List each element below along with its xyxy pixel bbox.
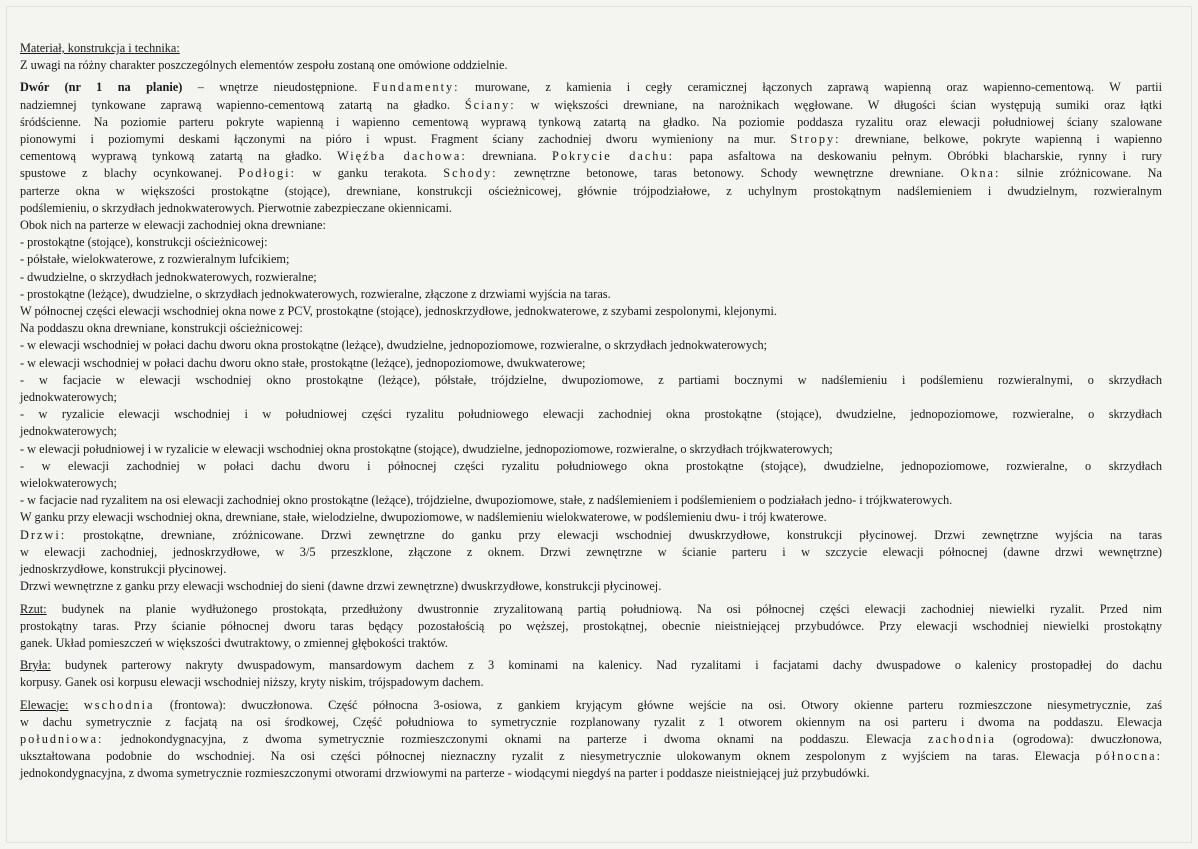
list-item: - prostokątne (stojące), konstrukcji ościeżnicowej: [20, 235, 268, 250]
term-wschodnia: wschodnia [83, 697, 155, 712]
text-run: (ogrodowa): dwuczłonowa, [995, 731, 1162, 746]
text-run: ukształtowana podobnie do wschodniej. Na osi części północnej nieznaczny ryzalit z niesymetrycznie ulokowanym oknem zespolonym z wyjściem na taras. Elewacja [20, 749, 1096, 764]
paragraph-line: parterze okna w większości prostokątne (stojące), drewniane, konstrukcji ościeżnicowej, głównie trójpodziałowe, z uchylnym prostokątnym nadślemieniem i dwudzielnym, rozwieralnym [20, 183, 1162, 198]
text-run: drewniana. [466, 149, 553, 164]
term-poludniowa: południowa: [20, 731, 104, 746]
paragraph-line: śródścienne. Na poziomie parteru pokryte wapienną i wapienno cementową wyprawą tynkową zatartą na gładko. Na poziomie poddasza ryzalitu oraz elewacji południowej ściany szalowane [20, 114, 1162, 129]
paragraph-line [20, 731, 1162, 748]
term-fundamenty: Fundamenty: [372, 80, 460, 95]
term-zachodnia: zachodnia [928, 731, 996, 746]
term-pokrycie: Pokrycie dachu: [552, 149, 674, 164]
list-item: - w facjacie w elewacji wschodniej okno prostokątne (leżące), półstałe, trójdzielne, dwupoziomowe, z partiami bocznymi w nadślemieniu i podślemienu rozwieralnymi, o skrzydłach [20, 372, 1162, 387]
text-run: zewnętrzne betonowe, taras betonowy. Schody wewnętrzne drewniane. [497, 166, 961, 181]
text-run: w ganku terakota. [296, 166, 444, 181]
list-item: - w elewacji wschodniej w połaci dachu dworu okno stałe, prostokątne (leżące), jednopoziomowe, dwukwaterowe; [20, 355, 586, 370]
paragraph-line: w dachu symetrycznie z facjatą na osi środkowej, Część południowa to symetrycznie rozplanowany ryzalit z 1 otworem okiennym na osi parteru i dwoma na poddaszu. Elewacja [20, 714, 1162, 729]
term-wiezba: Więźba dachowa: [337, 149, 467, 164]
text-run: – wnętrze nieudostępnione. [182, 80, 373, 95]
term-polnocna: północna: [1095, 749, 1162, 764]
term-sciany: Ściany: [464, 97, 516, 112]
paragraph-line: W ganku przy elewacji wschodniej okna, drewniane, stałe, wielodzielne, dwupoziomowe, w nadślemieniu wielokwaterowe, w podślemieniu dwu- i trój kwaterowe. [20, 510, 827, 525]
text-run: nadziemnej tynkowane zaprawą wapienno-cementową zatartą na gładko. [20, 97, 465, 112]
document-page [20, 40, 1162, 783]
list-item-cont: wielokwaterowych; [20, 476, 117, 491]
paragraph-line: Na poddaszu okna drewniane, konstrukcji ościeżnicowej: [20, 321, 303, 336]
paragraph-line: podślemieniu, o skrzydłach jednokwaterowych. Pierwotnie zabezpieczane okiennicami. [20, 200, 452, 215]
paragraph-line: W północnej części elewacji wschodniej okna nowe z PCV, prostokątne (stojące), jednoskrzydłowe, jednokwaterowe, z szybami zespolonymi, klejonymi. [20, 304, 777, 319]
term-schody: Schody: [443, 166, 498, 181]
text-run: cementową wyprawą tynkową zatartą na gładko. [20, 149, 338, 164]
paragraph-line: w elewacji zachodniej, jednoskrzydłowe, w 3/5 przeszklone, złączone z oknem. Drzwi zewnętrzne w ścianie parteru i w szczycie elewacji północnej (dawne drzwi wewnętrzne) [20, 544, 1162, 559]
paragraph-line: korpusy. Ganek osi korpusu elewacji wschodniej niższy, kryty niskim, trójspadowym dachem. [20, 675, 484, 690]
term-drzwi: Drzwi: [20, 527, 67, 542]
paragraph-line [20, 97, 1162, 114]
paragraph-line: jednokondygnacyjna, z dwoma symetrycznie rozmieszczonymi otworami drzwiowymi na parterze - wiodącymi niegdyś na parter i poddasze nieistniejącej już przybudówki. [20, 766, 870, 781]
bryla-heading: Bryła: [20, 658, 51, 673]
paragraph-line [20, 601, 1162, 618]
list-item: - półstałe, wielokwaterowe, z rozwieralnym lufcikiem; [20, 252, 290, 267]
term-stropy: Stropy: [790, 132, 841, 147]
dwor-label: Dwór (nr 1 na planie) [20, 80, 183, 95]
list-item: - dwudzielne, o skrzydłach jednokwaterowych, rozwieralne; [20, 269, 317, 284]
text-run: prostokątne, drewniane, zróżnicowane. Drzwi zewnętrzne do ganku przy elewacji wschodniej dwuskrzydłowe, konstrukcji płycinowej. Drzwi zewnętrzne wyjścia na taras [66, 527, 1162, 542]
list-item: - w elewacji wschodniej w połaci dachu dworu okna prostokątne (leżące), dwudzielne, jednopoziomowe, rozwieralne, o skrzydłach jednokwaterowych; [20, 338, 768, 353]
list-item: - prostokątne (leżące), dwudzielne, o skrzydłach jednokwaterowych, rozwieralne, złączone z drzwiami wyjścia na taras. [20, 286, 611, 301]
rzut-heading: Rzut: [20, 601, 47, 616]
list-item: - w elewacji zachodniej w połaci dachu dworu i północnej części ryzalitu południowego okna prostokątne (stojące), dwudzielne, jednopoziomowe, rozwieralne, o skrzydłach [20, 458, 1162, 473]
text-run: jednokondygnacyjna, z dwoma symetrycznie rozmieszczonymi oknami na parterze i dwoma oknami na poddaszu. Elewacja [103, 731, 929, 746]
material-heading: Materiał, konstrukcja i technika: [20, 41, 180, 55]
paragraph-line: jednoskrzydłowe, konstrukcji płycinowej. [20, 562, 227, 577]
text-run: silnie zróżnicowane. Na [1000, 166, 1163, 181]
text-run: budynek parterowy nakryty dwuspadowym, mansardowym dachem z 3 kominami na kalenicy. Nad ryzalitami i facjatami dachy dwuspadowe o kalenicy prostopadłej do dachu [50, 658, 1162, 673]
paragraph-line [20, 748, 1162, 765]
paragraph-line [20, 697, 1162, 714]
text-run: (frontowa): dwuczłonowa. Część północna 3-osiowa, z gankiem kryjącym główne wejście na osi. Otwory okienne parteru rozmieszczone niesymetrycznie, zaś [154, 697, 1162, 712]
text-run: papa asfaltowa na deskowaniu pełnym. Obróbki blacharskie, rynny i rury [674, 149, 1162, 164]
paragraph-line [20, 148, 1162, 165]
text-run: w większości drewniane, na narożnikach węgłowane. W długości ścian występują sumiki oraz łątki [515, 97, 1162, 112]
paragraph-line [20, 657, 1162, 674]
paragraph-line [20, 527, 1162, 544]
list-item: - w elewacji południowej i w ryzalicie w elewacji wschodniej okna prostokątne (stojące), dwudzielne, jednopoziomowe, rozwieralne, o skrzydłach trójkwaterowych; [20, 441, 833, 456]
list-item: - w facjacie nad ryzalitem na osi elewacji zachodniej okno prostokątne (leżące), trójdzielne, dwupoziomowe, stałe, z nadślemieniem i podślemieniem o podziałach jedno- i trójkwaterowych. [20, 493, 953, 508]
elewacje-heading: Elewacje: [20, 697, 69, 712]
list-item-cont: jednokwaterowych; [20, 390, 117, 405]
term-okna: Okna: [960, 166, 1001, 181]
list-item-cont: jednokwaterowych; [20, 424, 117, 439]
paragraph-line [20, 131, 1162, 148]
material-intro: Z uwagi na różny charakter poszczególnych elementów zespołu zostaną one omówione oddzielnie. [20, 58, 508, 73]
text-run: murowane, z kamienia i cegły ceramicznej łączonych zaprawą wapienną oraz wapienno-cementową. W partii [459, 80, 1163, 95]
text-run: pionowymi i poziomymi deskami łączonymi na pióro i wpust. Fragment ściany zachodniej dworu wymieniony na mur. [20, 132, 791, 147]
paragraph-line: Obok nich na parterze w elewacji zachodniej okna drewniane: [20, 218, 326, 233]
list-item: - w ryzalicie elewacji wschodniej i w południowej części ryzalitu południowego elewacji zachodniej okna prostokątne (stojące), dwudzielne, jednopoziomowe, rozwieralne, o skrzydłach [20, 407, 1162, 422]
term-podlogi: Podłogi: [238, 166, 296, 181]
text-run: budynek na planie wydłużonego prostokąta, przedłużony dwustronnie zryzalitowaną partią południową. Na osi północnej części elewacji zachodniej niewielki ryzalit. Przed nim [46, 601, 1162, 616]
paragraph-line [20, 165, 1162, 182]
paragraph-line: ganek. Układ pomieszczeń w większości dwutraktowy, o zmiennej głębokości traktów. [20, 635, 448, 650]
paragraph-line [20, 79, 1162, 96]
text-run: drewniane, belkowe, pokryte wapienną i wapienno [840, 132, 1162, 147]
paragraph-line: prostokątny taras. Przy ścianie północnej dworu taras będący pozostałością po węższej, prostokątnej, obecnie nieistniejącej przybudówce. Przy elewacji wschodniej niewielki prostokątny [20, 618, 1162, 633]
text-run: spustowe z blachy ocynkowanej. [20, 166, 239, 181]
paragraph-line: Drzwi wewnętrzne z ganku przy elewacji wschodniej do sieni (dawne drzwi zewnętrzne) dwuskrzydłowe, konstrukcji płycinowej. [20, 579, 662, 594]
